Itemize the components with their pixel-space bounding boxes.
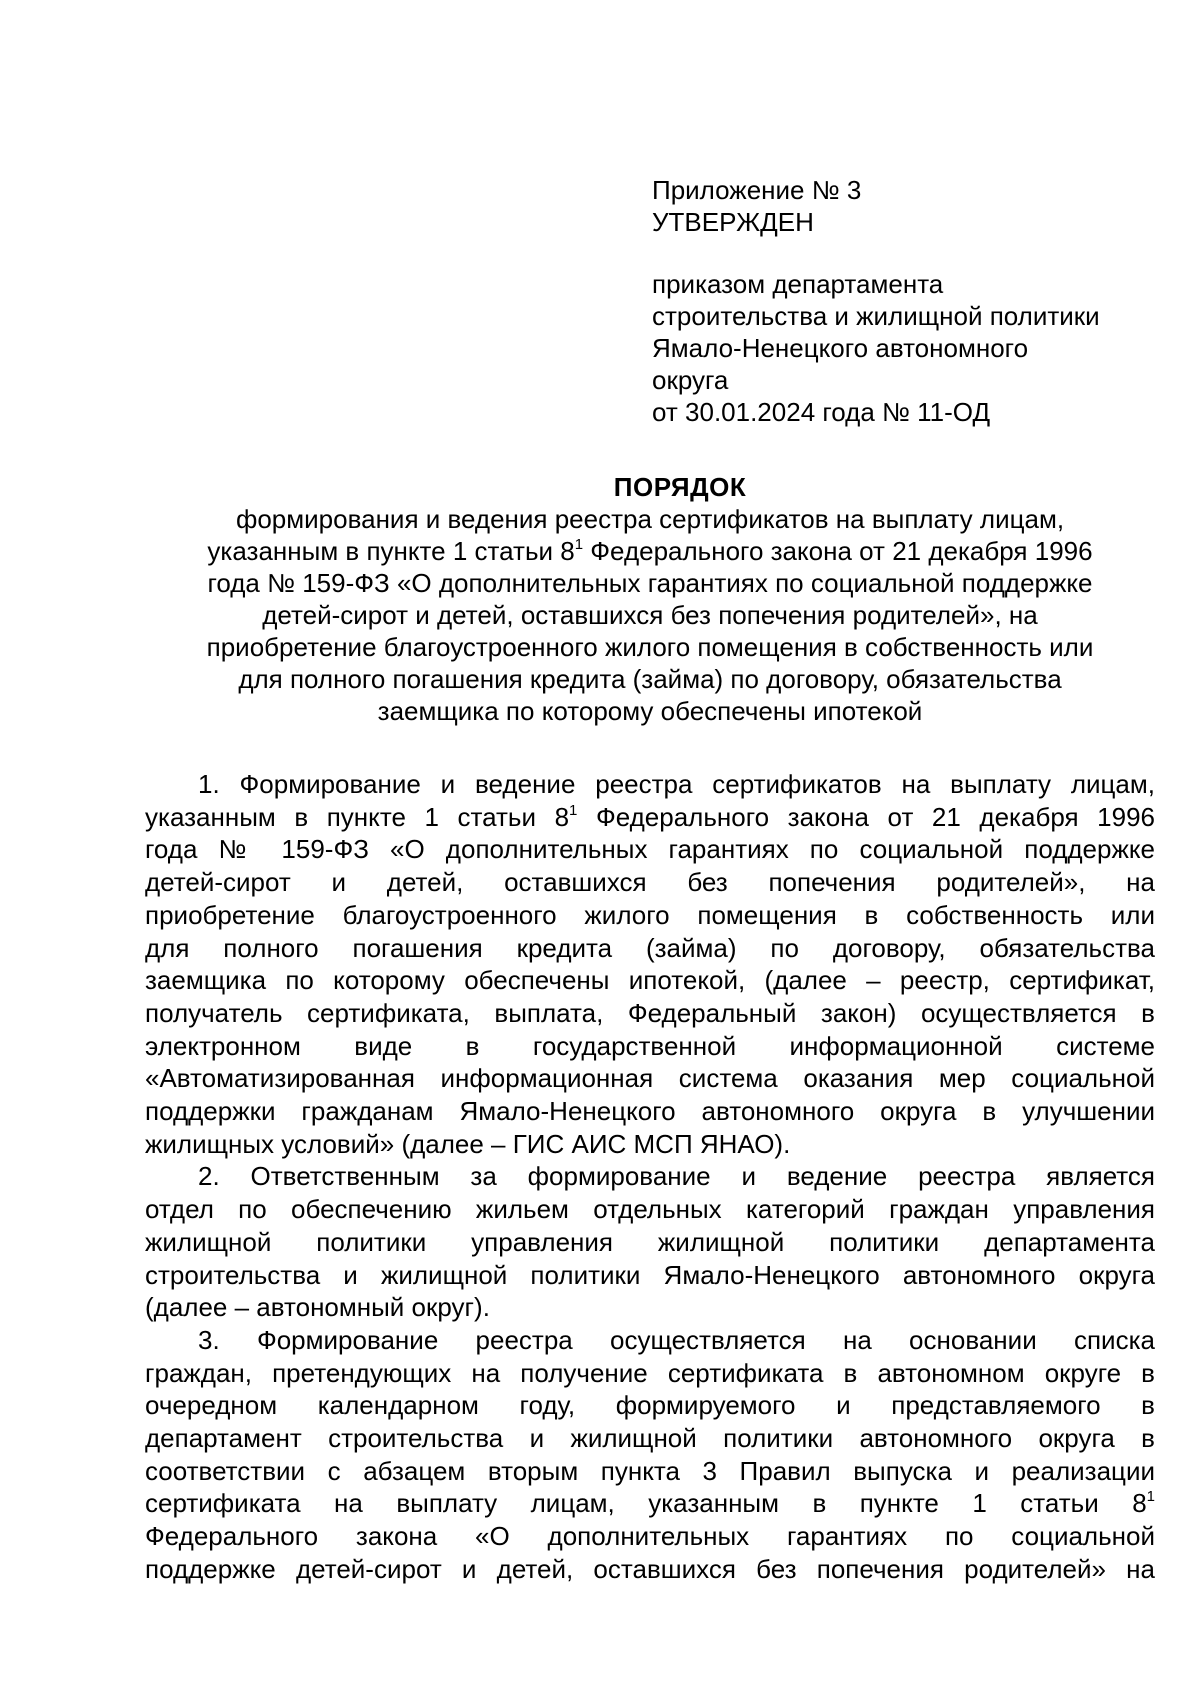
paragraph-line bbox=[145, 801, 1155, 834]
order-line: Ямало-Ненецкого автономного bbox=[652, 333, 1029, 363]
superscript-index: 1 bbox=[569, 801, 578, 819]
paragraph-line: для полного погашения кредита (займа) по договору, обязательства bbox=[145, 932, 1155, 963]
approved-label: УТВЕРЖДЕН bbox=[652, 207, 814, 237]
subtitle-line: формирования и ведения реестра сертификатов на выплату лицам, bbox=[235, 504, 1065, 534]
paragraph-text: сертификата на выплату лицам, указанным в пункте 1 статьи 8 bbox=[145, 1488, 1147, 1519]
paragraph-line: департамент строительства и жилищной политики автономного округа в bbox=[145, 1423, 1155, 1454]
subtitle-line: года № 159-ФЗ «О дополнительных гарантиях по социальной поддержке bbox=[207, 568, 1093, 598]
paragraph-text: указанным в пункте 1 статьи 8 bbox=[145, 801, 570, 832]
paragraph-line: поддержке детей-сирот и детей, оставшихся без попечения родителей» на bbox=[145, 1553, 1155, 1584]
paragraph-line: 2. Ответственным за формирование и ведение реестра является bbox=[198, 1161, 1155, 1192]
paragraph-line bbox=[145, 1487, 1155, 1520]
paragraph-line: электронном виде в государственной информационной системе bbox=[145, 1030, 1155, 1061]
order-date-number: от 30.01.2024 года № 11-ОД bbox=[652, 397, 991, 427]
paragraph-line: очередном календарном году, формируемого и представляемого в bbox=[145, 1390, 1155, 1421]
paragraph-line: года № 159-ФЗ «О дополнительных гарантиях по социальной поддержке bbox=[145, 834, 1155, 865]
paragraph-text: Федерального закона от 21 декабря 1996 bbox=[577, 801, 1156, 832]
document-subtitle bbox=[150, 503, 1150, 727]
subtitle-line: заемщика по которому обеспечены ипотекой bbox=[377, 696, 923, 726]
paragraph-line: получатель сертификата, выплата, Федеральный закон) осуществляется в bbox=[145, 997, 1155, 1028]
paragraph-line: жилищных условий» (далее – ГИС АИС МСП ЯНАО). bbox=[145, 1128, 791, 1159]
order-line: приказом департамента bbox=[652, 269, 944, 299]
superscript-index: 1 bbox=[574, 536, 584, 553]
paragraph-line: граждан, претендующих на получение сертификата в автономном округе в bbox=[145, 1357, 1155, 1388]
paragraph-2 bbox=[145, 1160, 1155, 1324]
paragraph-line: отдел по обеспечению жильем отдельных категорий граждан управления bbox=[145, 1194, 1155, 1225]
subtitle-line bbox=[150, 535, 1150, 567]
document-body bbox=[145, 768, 1155, 1586]
order-line: строительства и жилищной политики bbox=[652, 301, 1100, 331]
paragraph-line: 3. Формирование реестра осуществляется на основании списка bbox=[198, 1324, 1155, 1355]
order-line: округа bbox=[652, 365, 729, 395]
paragraph-line: (далее – автономный округ). bbox=[145, 1292, 490, 1323]
subtitle-line: детей-сирот и детей, оставшихся без попечения родителей», на bbox=[262, 600, 1038, 630]
paragraph-line: Федерального закона «О дополнительных гарантиях по социальной bbox=[145, 1521, 1155, 1552]
paragraph-line: детей-сирот и детей, оставшихся без попечения родителей», на bbox=[145, 867, 1155, 898]
paragraph-line: жилищной политики управления жилищной политики департамента bbox=[145, 1226, 1155, 1257]
subtitle-line: для полного погашения кредита (займа) по договору, обязательства bbox=[238, 664, 1062, 694]
paragraph-line: приобретение благоустроенного жилого помещения в собственность или bbox=[145, 899, 1155, 930]
paragraph-line: строительства и жилищной политики Ямало-Ненецкого автономного округа bbox=[145, 1259, 1155, 1290]
subtitle-text: указанным в пункте 1 статьи 8 bbox=[207, 536, 575, 566]
subtitle-line: приобретение благоустроенного жилого помещения в собственность или bbox=[206, 632, 1094, 662]
paragraph-3 bbox=[145, 1324, 1155, 1586]
paragraph-line: поддержки гражданам Ямало-Ненецкого автономного округа в улучшении bbox=[145, 1096, 1155, 1127]
appendix-label: Приложение № 3 bbox=[652, 175, 862, 205]
paragraph-1 bbox=[145, 768, 1155, 1160]
approval-block bbox=[652, 174, 1152, 428]
paragraph-line: заемщика по которому обеспечены ипотекой, (далее – реестр, сертификат, bbox=[145, 965, 1155, 996]
superscript-index: 1 bbox=[1146, 1488, 1155, 1506]
paragraph-line: 1. Формирование и ведение реестра сертификатов на выплату лицам, bbox=[198, 769, 1155, 799]
approval-gap bbox=[652, 238, 1152, 268]
subtitle-text: Федерального закона от 21 декабря 1996 bbox=[583, 536, 1093, 566]
paragraph-line: «Автоматизированная информационная система оказания мер социальной bbox=[145, 1063, 1155, 1094]
document-title: ПОРЯДОК bbox=[613, 472, 747, 502]
paragraph-line: соответствии с абзацем вторым пункта 3 Правил выпуска и реализации bbox=[145, 1455, 1155, 1486]
